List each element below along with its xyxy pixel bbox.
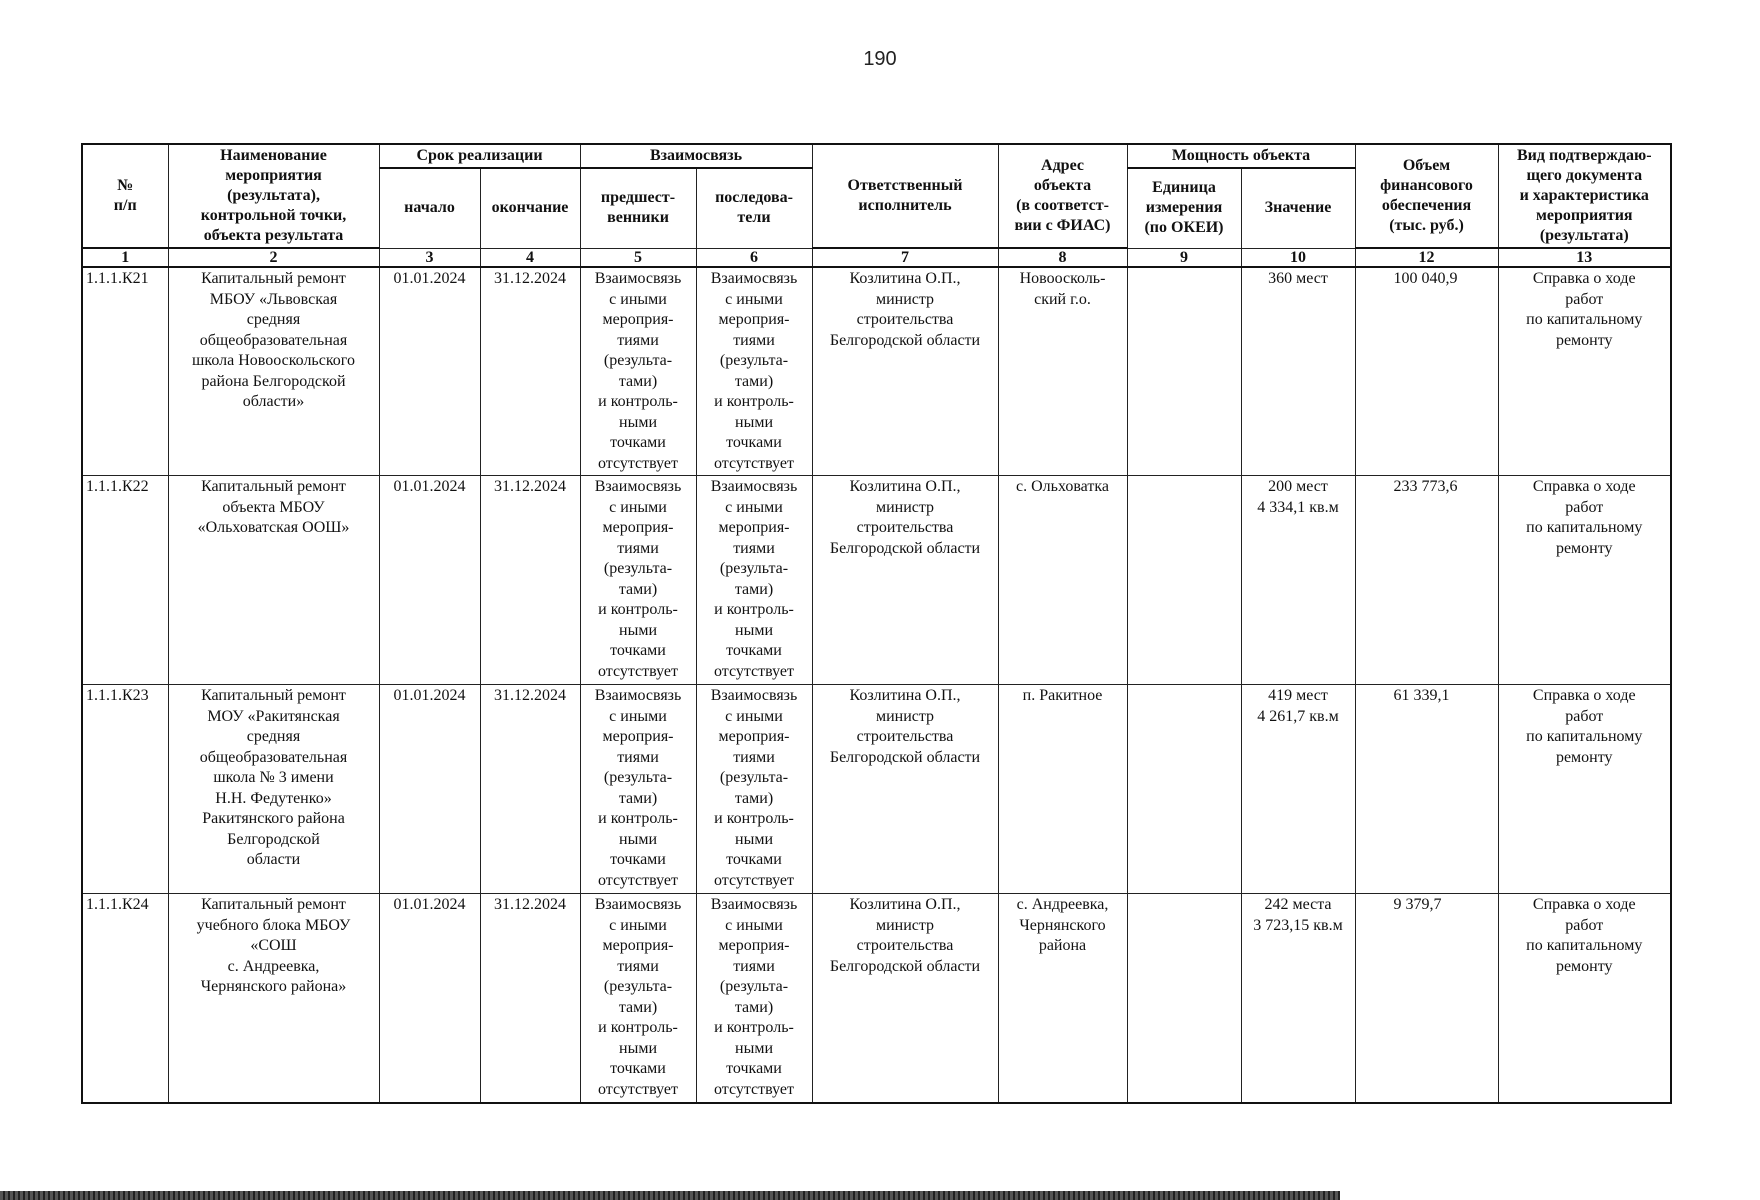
row-address: Новоосколь- ский г.о. bbox=[998, 267, 1127, 476]
column-number: 2 bbox=[168, 248, 379, 267]
row-document: Справка о ходе работ по капитальному ремонту bbox=[1498, 476, 1671, 685]
header-responsible: Ответственный исполнитель bbox=[812, 144, 998, 248]
row-unit bbox=[1127, 894, 1241, 1103]
row-document: Справка о ходе работ по капитальному ремонту bbox=[1498, 894, 1671, 1103]
row-successors: Взаимосвязь с иными мероприя- тиями (результа- тами) и контроль- ными точками отсутствует bbox=[696, 894, 812, 1103]
column-number: 9 bbox=[1127, 248, 1241, 267]
row-unit bbox=[1127, 267, 1241, 476]
header-end: окончание bbox=[480, 168, 580, 248]
row-successors: Взаимосвязь с иными мероприя- тиями (результа- тами) и контроль- ными точками отсутствует bbox=[696, 267, 812, 476]
row-unit bbox=[1127, 685, 1241, 894]
row-end-date: 31.12.2024 bbox=[480, 685, 580, 894]
row-end-date: 31.12.2024 bbox=[480, 894, 580, 1103]
column-number: 7 bbox=[812, 248, 998, 267]
row-predecessors: Взаимосвязь с иными мероприя- тиями (результа- тами) и контроль- ными точками отсутствует bbox=[580, 894, 696, 1103]
column-number: 5 bbox=[580, 248, 696, 267]
header-name: Наименование мероприятия (результата), контрольной точки, объекта результата bbox=[168, 144, 379, 248]
events-table bbox=[81, 143, 1672, 1104]
row-name: Капитальный ремонт учебного блока МБОУ «СОШ с. Андреевка, Чернянского района» bbox=[168, 894, 379, 1103]
scan-edge-bar bbox=[0, 1191, 1340, 1200]
column-number: 12 bbox=[1355, 248, 1498, 267]
page-number: 190 bbox=[863, 48, 897, 70]
header-predecessors: предшест- венники bbox=[580, 168, 696, 248]
header-document: Вид подтверждаю- щего документа и характеристика мероприятия (результата) bbox=[1498, 144, 1671, 248]
row-responsible: Козлитина О.П., министр строительства Белгородской области bbox=[812, 685, 998, 894]
row-responsible: Козлитина О.П., министр строительства Белгородской области bbox=[812, 476, 998, 685]
column-number: 8 bbox=[998, 248, 1127, 267]
row-successors: Взаимосвязь с иными мероприя- тиями (результа- тами) и контроль- ными точками отсутствует bbox=[696, 476, 812, 685]
row-finance: 61 339,1 bbox=[1355, 685, 1498, 894]
row-successors: Взаимосвязь с иными мероприя- тиями (результа- тами) и контроль- ными точками отсутствует bbox=[696, 685, 812, 894]
row-id: 1.1.1.К22 bbox=[82, 476, 168, 685]
row-predecessors: Взаимосвязь с иными мероприя- тиями (результа- тами) и контроль- ными точками отсутствует bbox=[580, 476, 696, 685]
column-number: 4 bbox=[480, 248, 580, 267]
row-responsible: Козлитина О.П., министр строительства Белгородской области bbox=[812, 267, 998, 476]
row-document: Справка о ходе работ по капитальному ремонту bbox=[1498, 685, 1671, 894]
column-number: 6 bbox=[696, 248, 812, 267]
row-value: 200 мест 4 334,1 кв.м bbox=[1241, 476, 1355, 685]
column-number: 13 bbox=[1498, 248, 1671, 267]
row-finance: 9 379,7 bbox=[1355, 894, 1498, 1103]
row-start-date: 01.01.2024 bbox=[379, 894, 480, 1103]
row-id: 1.1.1.К23 bbox=[82, 685, 168, 894]
row-address: с. Андреевка, Чернянского района bbox=[998, 894, 1127, 1103]
table-row bbox=[82, 685, 1671, 894]
row-document: Справка о ходе работ по капитальному ремонту bbox=[1498, 267, 1671, 476]
header-finance: Объем финансового обеспечения (тыс. руб.) bbox=[1355, 144, 1498, 248]
header-unit: Единица измерения (по ОКЕИ) bbox=[1127, 168, 1241, 248]
row-name: Капитальный ремонт МОУ «Ракитянская средняя общеобразовательная школа № 3 имени Н.Н. Федутенко» Ракитянского района Белгородской области bbox=[168, 685, 379, 894]
header-capacity-group: Мощность объекта bbox=[1127, 144, 1355, 168]
row-predecessors: Взаимосвязь с иными мероприя- тиями (результа- тами) и контроль- ными точками отсутствует bbox=[580, 267, 696, 476]
row-name: Капитальный ремонт МБОУ «Львовская средняя общеобразовательная школа Новооскольского района Белгородской области» bbox=[168, 267, 379, 476]
row-start-date: 01.01.2024 bbox=[379, 267, 480, 476]
row-predecessors: Взаимосвязь с иными мероприя- тиями (результа- тами) и контроль- ными точками отсутствует bbox=[580, 685, 696, 894]
row-address: с. Ольховатка bbox=[998, 476, 1127, 685]
column-number: 3 bbox=[379, 248, 480, 267]
table-row bbox=[82, 267, 1671, 476]
row-value: 419 мест 4 261,7 кв.м bbox=[1241, 685, 1355, 894]
header-address: Адрес объекта (в соответст- вии с ФИАС) bbox=[998, 144, 1127, 248]
row-value: 360 мест bbox=[1241, 267, 1355, 476]
row-responsible: Козлитина О.П., министр строительства Белгородской области bbox=[812, 894, 998, 1103]
row-end-date: 31.12.2024 bbox=[480, 476, 580, 685]
table-row bbox=[82, 476, 1671, 685]
table-row bbox=[82, 894, 1671, 1103]
row-start-date: 01.01.2024 bbox=[379, 476, 480, 685]
column-number: 1 bbox=[82, 248, 168, 267]
row-value: 242 места 3 723,15 кв.м bbox=[1241, 894, 1355, 1103]
header-term-group: Срок реализации bbox=[379, 144, 580, 168]
row-id: 1.1.1.К21 bbox=[82, 267, 168, 476]
row-finance: 100 040,9 bbox=[1355, 267, 1498, 476]
row-start-date: 01.01.2024 bbox=[379, 685, 480, 894]
header-successors: последова- тели bbox=[696, 168, 812, 248]
header-start: начало bbox=[379, 168, 480, 248]
row-address: п. Ракитное bbox=[998, 685, 1127, 894]
header-value: Значение bbox=[1241, 168, 1355, 248]
header-link-group: Взаимосвязь bbox=[580, 144, 812, 168]
row-end-date: 31.12.2024 bbox=[480, 267, 580, 476]
header-number: № п/п bbox=[82, 144, 168, 248]
row-unit bbox=[1127, 476, 1241, 685]
column-number: 10 bbox=[1241, 248, 1355, 267]
row-id: 1.1.1.К24 bbox=[82, 894, 168, 1103]
row-finance: 233 773,6 bbox=[1355, 476, 1498, 685]
row-name: Капитальный ремонт объекта МБОУ «Ольховатская ООШ» bbox=[168, 476, 379, 685]
